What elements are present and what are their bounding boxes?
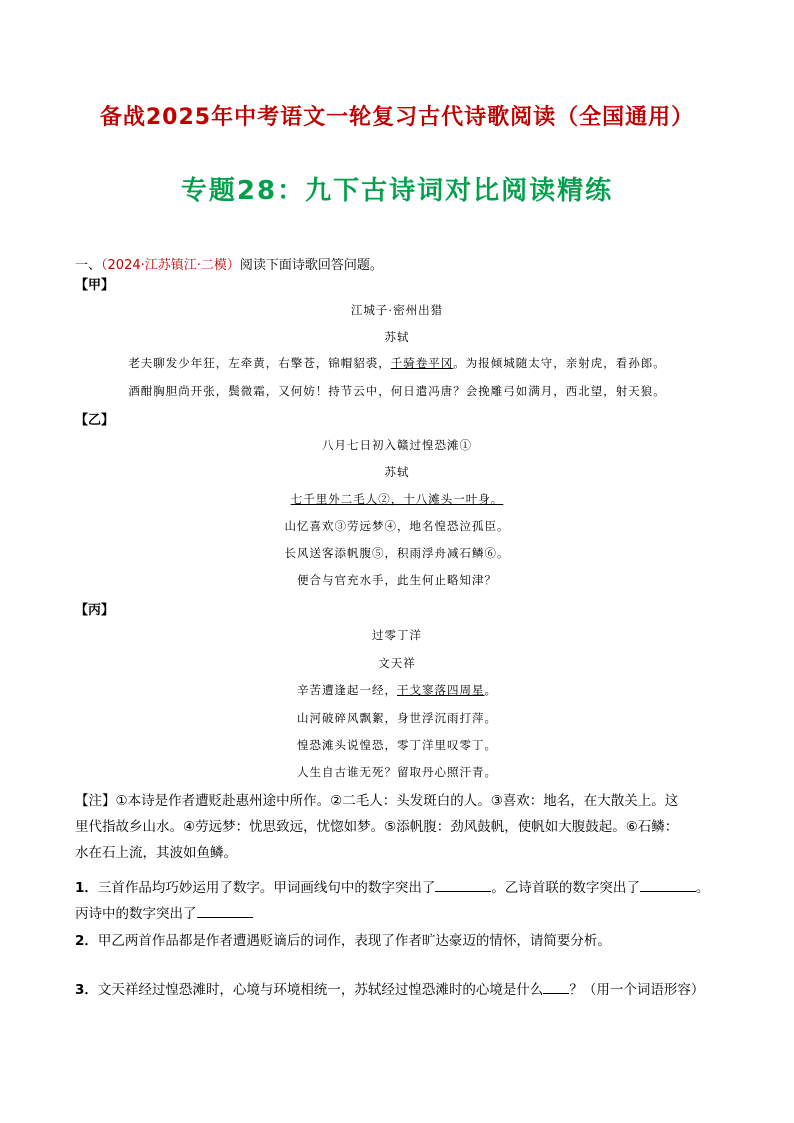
section-label-yi: 【乙】 bbox=[75, 413, 115, 428]
answer-blank[interactable] bbox=[435, 877, 491, 892]
question-number: 一、 bbox=[75, 258, 102, 273]
answer-blank[interactable] bbox=[640, 877, 696, 892]
question-3-text-b: ？（用一个词语形容） bbox=[569, 982, 705, 998]
poem-bing-line-3: 惶恐滩头说惶恐，零丁洋里叹零丁。 bbox=[297, 738, 497, 752]
poem-bing-line-1a: 辛苦遭逢起一经， bbox=[297, 683, 397, 697]
annotation-line-2: 里代指故乡山水。④劳远梦：忧思致远，忧惚如梦。⑤添帆腹：劲风鼓帆，使帆如大腹鼓起。⑥石鳞： bbox=[75, 819, 679, 835]
question-1-continued bbox=[75, 902, 253, 922]
poem-yi-title: 八月七日初入赣过惶恐滩① bbox=[322, 438, 472, 452]
poem-bing-author: 文天祥 bbox=[378, 656, 416, 670]
poem-bing-line-2: 山河破碎风飘絮，身世浮沉雨打萍。 bbox=[297, 711, 497, 725]
question-source: 2024·江苏镇江·二模 bbox=[107, 258, 227, 273]
question-1-text-c: 。 bbox=[695, 880, 710, 896]
answer-blank[interactable] bbox=[543, 979, 569, 994]
question-3 bbox=[75, 978, 704, 998]
document-title: 备战2025年中考语文一轮复习古代诗歌阅读（全国通用） bbox=[99, 105, 695, 130]
question-1-text-b: 。乙诗首联的数字突出了 bbox=[491, 880, 640, 896]
poem-bing-line-1b: 。 bbox=[484, 683, 497, 697]
section-label-jia: 【甲】 bbox=[75, 278, 115, 293]
question-1-number: 1． bbox=[75, 880, 98, 896]
document-subtitle: 专题28：九下古诗词对比阅读精练 bbox=[180, 176, 614, 206]
poem-bing-title: 过零丁洋 bbox=[372, 628, 422, 642]
answer-blank[interactable] bbox=[197, 903, 253, 918]
question-source-close: ） bbox=[226, 258, 240, 273]
question-header bbox=[75, 254, 383, 273]
annotation-note bbox=[75, 788, 735, 866]
poem-jia-title: 江城子·密州出猎 bbox=[350, 303, 444, 317]
annotation-line-1: 【注】①本诗是作者遭贬赴惠州途中所作。②二毛人：头发斑白的人。③喜欢：地名，在大散关上。这 bbox=[75, 793, 679, 809]
poem-jia-line-1 bbox=[0, 355, 794, 371]
poem-bing-line-4: 人生自古谁无死？留取丹心照汗青。 bbox=[297, 765, 497, 779]
question-2 bbox=[75, 929, 611, 949]
poem-bing-line-1 bbox=[0, 682, 794, 698]
question-2-text: 甲乙两首作品都是作者遭遇贬谪后的词作，表现了作者旷达豪迈的情怀，请简要分析。 bbox=[97, 933, 611, 949]
poem-jia-line-1b: 。为报倾城随太守，亲射虎，看孙郎。 bbox=[453, 356, 666, 370]
poem-bing-underlined: 干戈寥落四周星 bbox=[397, 683, 485, 697]
annotation-line-3: 水在石上流，其波如鱼鳞。 bbox=[75, 845, 237, 861]
poem-yi-line-1 bbox=[0, 491, 794, 507]
poem-jia-line-1a: 老夫聊发少年狂，左牵黄，右擎苍，锦帽貂裘， bbox=[128, 356, 391, 370]
poem-yi-line-4: 便合与官充水手，此生何止略知津？ bbox=[297, 573, 497, 587]
poem-jia-author: 苏轼 bbox=[384, 330, 410, 344]
poem-yi-line-3: 长风送客添帆腹⑤，积雨浮舟减石鳞⑥。 bbox=[284, 546, 510, 560]
question-1 bbox=[75, 876, 709, 896]
poem-yi-line-2: 山忆喜欢③劳远梦④，地名惶恐泣孤臣。 bbox=[284, 519, 510, 533]
question-instruction: 阅读下面诗歌回答问题。 bbox=[239, 258, 383, 273]
poem-jia-line-2: 酒酣胸胆尚开张，鬓微霜，又何妨！持节云中，何日遣冯唐？会挽雕弓如满月，西北望，射天狼。 bbox=[128, 384, 666, 398]
poem-jia-underlined: 千骑卷平冈 bbox=[390, 356, 454, 370]
question-3-text-a: 文天祥经过惶恐滩时，心境与环境相统一，苏轼经过惶恐滩时的心境是什么 bbox=[97, 982, 544, 998]
question-3-number: 3． bbox=[75, 982, 98, 998]
poem-yi-underlined: 七千里外二毛人②，十八滩头一叶身。 bbox=[290, 492, 504, 506]
question-1-text-d: 丙诗中的数字突出了 bbox=[75, 906, 197, 922]
section-label-bing: 【丙】 bbox=[75, 603, 115, 618]
question-source-open: （ bbox=[101, 258, 108, 273]
poem-yi-author: 苏轼 bbox=[384, 465, 410, 479]
question-1-text-a: 三首作品均巧妙运用了数字。甲词画线句中的数字突出了 bbox=[97, 880, 436, 896]
question-2-number: 2． bbox=[75, 933, 98, 949]
